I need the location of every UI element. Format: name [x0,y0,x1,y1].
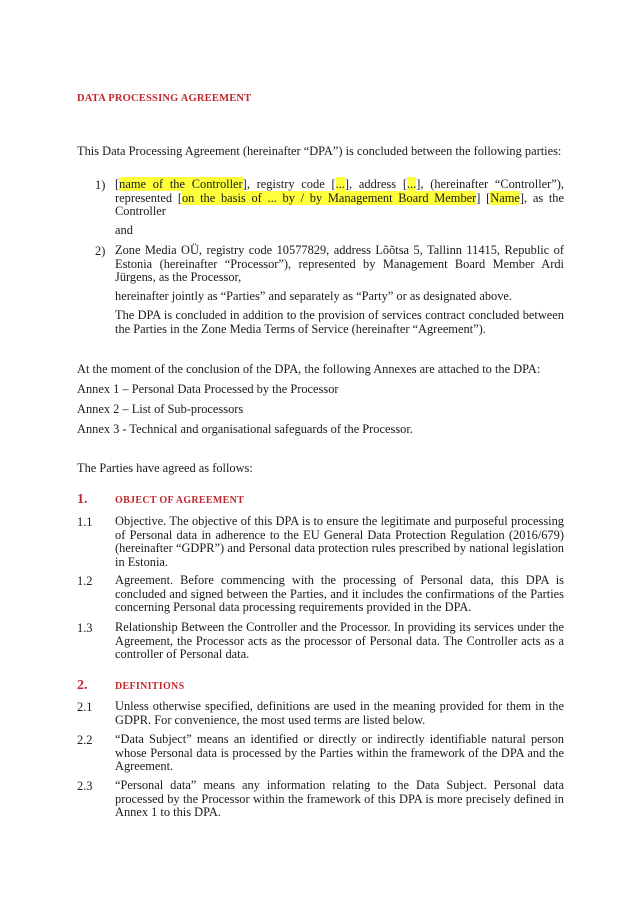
annex-item: Annex 2 – List of Sub-processors [77,402,244,416]
annex-item: Annex 1 – Personal Data Processed by the Processor [77,382,339,396]
placeholder-registry-code: ... [335,177,345,191]
placeholder-basis: on the basis of ... by / by Management Board Member [181,190,477,205]
section-2-title: DEFINITIONS [115,681,185,692]
clause-number: 1.2 [77,574,93,588]
section-1-title: OBJECT OF AGREEMENT [115,495,245,506]
document-title: DATA PROCESSING AGREEMENT [77,93,252,104]
section-1-number: 1. [77,492,88,507]
placeholder-name: Name [490,190,520,205]
annexes-intro: At the moment of the conclusion of the DPA, the following Annexes are attached to the DPA: [77,362,541,376]
party-2-number: 2) [95,244,106,258]
parties-jointly-paragraph: hereinafter jointly as “Parties” and separately as “Party” or as designated above. [115,289,513,303]
clause-text: Agreement. Before commencing with the processing of Personal data, this DPA is concluded and signed between the Parties, and it includes the confirmations of the Parties concerning Personal data processing requirements provided in the DPA. [115,573,564,615]
clause-number: 2.1 [77,700,93,714]
section-2-number: 2. [77,678,88,693]
party-and: and [115,223,133,237]
clause-text: Objective. The objective of this DPA is to ensure the legitimate and purposeful processing of Personal data in adherence to the EU General Data Protection Regulation (2016/679) (hereinafter “GDPR”) and Personal data protection rules prescribed by national legislation in Estonia. [115,514,564,569]
clause-number: 2.2 [77,733,93,747]
clause-number: 2.3 [77,779,93,793]
party-1-number: 1) [95,178,106,192]
placeholder-controller-name: name of the Controller [119,177,243,191]
agreed-paragraph: The Parties have agreed as follows: [77,461,253,475]
clause-text: “Data Subject” means an identified or directly or indirectly identifiable natural person whose Personal data is processed by the Parties within the framework of the DPA and the Agreement. [115,732,564,774]
placeholder-address: ... [406,177,417,191]
annex-item: Annex 3 - Technical and organisational safeguards of the Processor. [77,422,413,436]
party-1-paragraph: [name of the Controller], registry code [...], address [...], (hereinafter “Controller”), represented [on the basis of ... by / by Management Board Member] [Name], as the Controller [115,177,564,219]
clause-text: Relationship Between the Controller and the Processor. In providing its services under the Agreement, the Processor acts as the processor of Personal data. The Controller acts as a controller of Personal data. [115,620,564,662]
clause-number: 1.3 [77,621,93,635]
clause-text: Unless otherwise specified, definitions are used in the meaning provided for them in the GDPR. For convenience, the most used terms are listed below. [115,699,564,727]
dpa-concluded-paragraph: The DPA is concluded in addition to the provision of services contract concluded between the Parties in the Zone Media Terms of Service (hereinafter “Agreement”). [115,308,564,336]
party-2-paragraph: Zone Media OÜ, registry code 10577829, address Lõõtsa 5, Tallinn 11415, Republic of Estonia (hereinafter “Processor”), represented by Management Board Member Ardi Jürgens, as the Processor, [115,243,564,285]
intro-paragraph: This Data Processing Agreement (hereinafter “DPA”) is concluded between the following parties: [77,144,562,158]
clause-number: 1.1 [77,515,93,529]
clause-text: “Personal data” means any information relating to the Data Subject. Personal data processed by the Processor within the framework of this DPA is more precisely defined in Annex 1 to this DPA. [115,778,564,820]
